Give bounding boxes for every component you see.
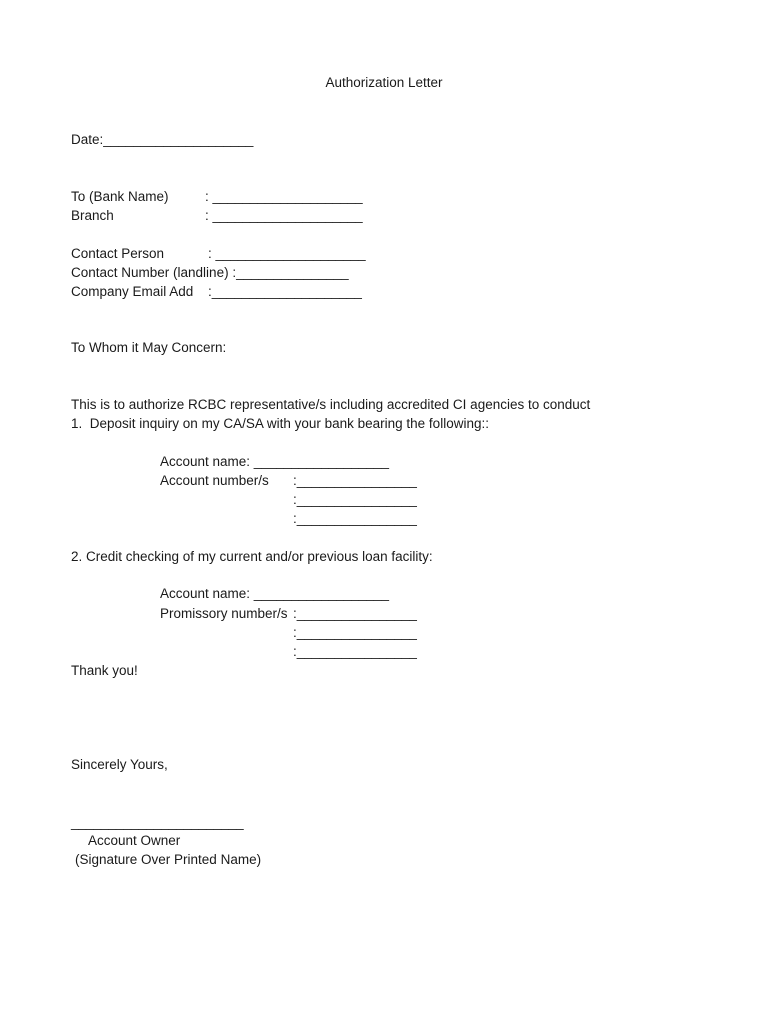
branch-blank: : ____________________ xyxy=(205,208,363,223)
date-line: Date:____________________ xyxy=(71,132,254,147)
bank-name-label: To (Bank Name) xyxy=(71,189,169,204)
item2-promissory-label: Promissory number/s xyxy=(160,606,288,621)
closing: Sincerely Yours, xyxy=(71,757,168,772)
item2-promissory-blank: :________________ xyxy=(293,606,417,621)
item1-account-name: Account name: __________________ xyxy=(160,454,389,469)
signature-caption: (Signature Over Printed Name) xyxy=(75,852,262,867)
item1-account-number-blank: :________________ xyxy=(293,511,417,526)
item1-account-number-blank: :________________ xyxy=(293,473,417,488)
signature-owner: Account Owner xyxy=(88,833,181,848)
item2-account-name: Account name: __________________ xyxy=(160,586,389,601)
signature-line: _______________________ xyxy=(71,815,244,830)
item2-heading: 2. Credit checking of my current and/or previous loan facility: xyxy=(71,549,433,564)
page-title: Authorization Letter xyxy=(325,75,443,90)
body-intro: This is to authorize RCBC representative/s including accredited CI agencies to conduct xyxy=(71,397,591,412)
contact-number-line: Contact Number (landline) :_______________ xyxy=(71,265,349,280)
company-email-blank: :____________________ xyxy=(208,284,362,299)
item1-account-number-blank: :________________ xyxy=(293,492,417,507)
item1-heading: 1. Deposit inquiry on my CA/SA with your bank bearing the following:: xyxy=(71,416,489,431)
contact-person-label: Contact Person xyxy=(71,246,165,261)
item2-promissory-blank: :________________ xyxy=(293,644,417,659)
bank-name-blank: : ____________________ xyxy=(205,189,363,204)
item1-account-number-label: Account number/s xyxy=(160,473,269,488)
company-email-label: Company Email Add xyxy=(71,284,194,299)
contact-person-blank: : ____________________ xyxy=(208,246,366,261)
thank-you: Thank you! xyxy=(71,663,138,678)
salutation: To Whom it May Concern: xyxy=(71,340,227,355)
branch-label: Branch xyxy=(71,208,114,223)
item2-promissory-blank: :________________ xyxy=(293,625,417,640)
